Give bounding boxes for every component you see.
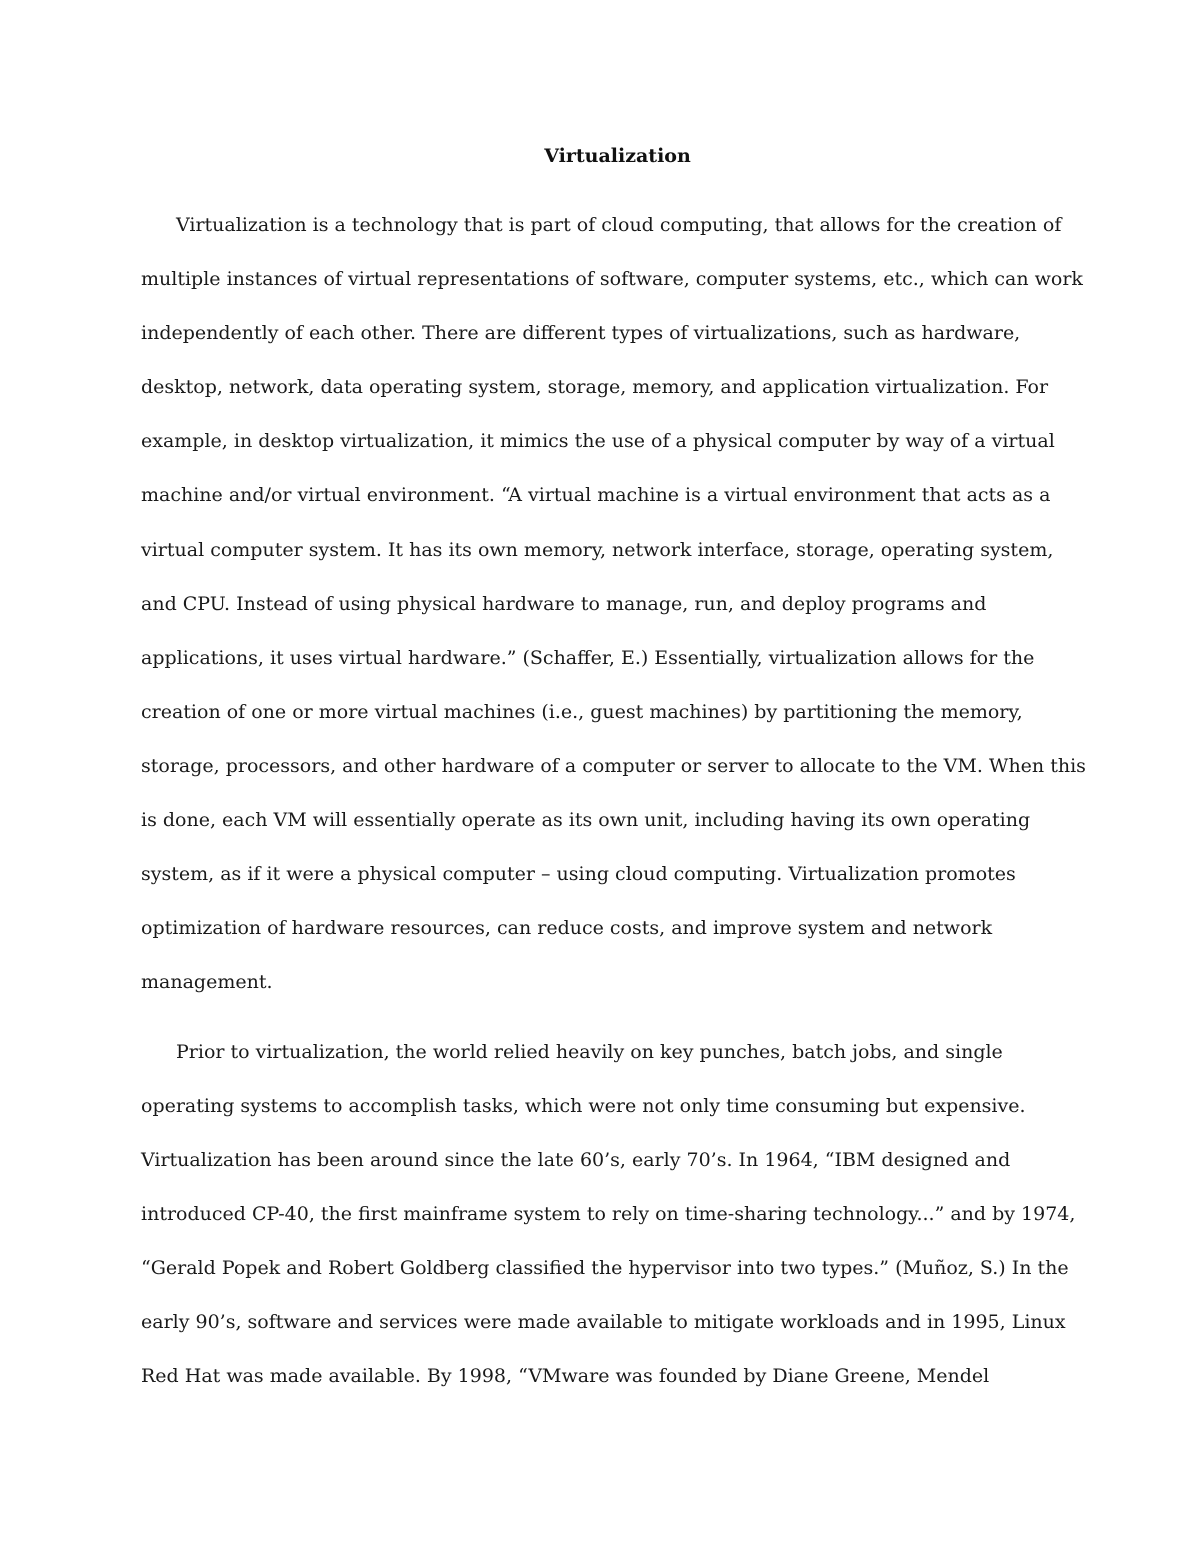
text-line: multiple instances of virtual representations of software, computer systems, etc., which can work: [141, 268, 1083, 290]
text-line: early 90’s, software and services were made available to mitigate workloads and in 1995, Linux: [141, 1311, 1066, 1333]
text-line: is done, each VM will essentially operate as its own unit, including having its own operating: [141, 809, 1031, 831]
document-title: Virtualization: [544, 145, 691, 167]
text-line: virtual computer system. It has its own memory, network interface, storage, operating system,: [141, 539, 1054, 561]
text-line: applications, it uses virtual hardware.” (Schaffer, E.) Essentially, virtualization allows for the: [141, 647, 1035, 669]
text-line: system, as if it were a physical computer – using cloud computing. Virtualization promotes: [141, 863, 1016, 885]
text-line: desktop, network, data operating system, storage, memory, and application virtualization. For: [141, 376, 1049, 398]
text-line: example, in desktop virtualization, it mimics the use of a physical computer by way of a virtual: [141, 430, 1055, 452]
text-line: operating systems to accomplish tasks, which were not only time consuming but expensive.: [141, 1095, 1026, 1117]
text-line: storage, processors, and other hardware of a computer or server to allocate to the VM. When this: [141, 755, 1086, 777]
text-line: “Gerald Popek and Robert Goldberg classified the hypervisor into two types.” (Muñoz, S.) In the: [141, 1257, 1069, 1279]
text-line: Prior to virtualization, the world relied heavily on key punches, batch jobs, and single: [176, 1041, 1003, 1063]
text-line: machine and/or virtual environment. “A virtual machine is a virtual environment that acts as a: [141, 484, 1051, 506]
text-line: Virtualization has been around since the late 60’s, early 70’s. In 1964, “IBM designed and: [141, 1149, 1011, 1171]
text-line: optimization of hardware resources, can reduce costs, and improve system and network: [141, 917, 993, 939]
text-line: Virtualization is a technology that is part of cloud computing, that allows for the creation of: [176, 214, 1062, 236]
text-line: and CPU. Instead of using physical hardware to manage, run, and deploy programs and: [141, 593, 987, 615]
text-line: introduced CP-40, the first mainframe system to rely on time-sharing technology...” and by 1974,: [141, 1203, 1076, 1225]
text-line: independently of each other. There are different types of virtualizations, such as hardware,: [141, 322, 1021, 344]
text-line: creation of one or more virtual machines (i.e., guest machines) by partitioning the memory,: [141, 701, 1023, 723]
text-line: Red Hat was made available. By 1998, “VMware was founded by Diane Greene, Mendel: [141, 1365, 990, 1387]
text-line: management.: [141, 971, 273, 993]
